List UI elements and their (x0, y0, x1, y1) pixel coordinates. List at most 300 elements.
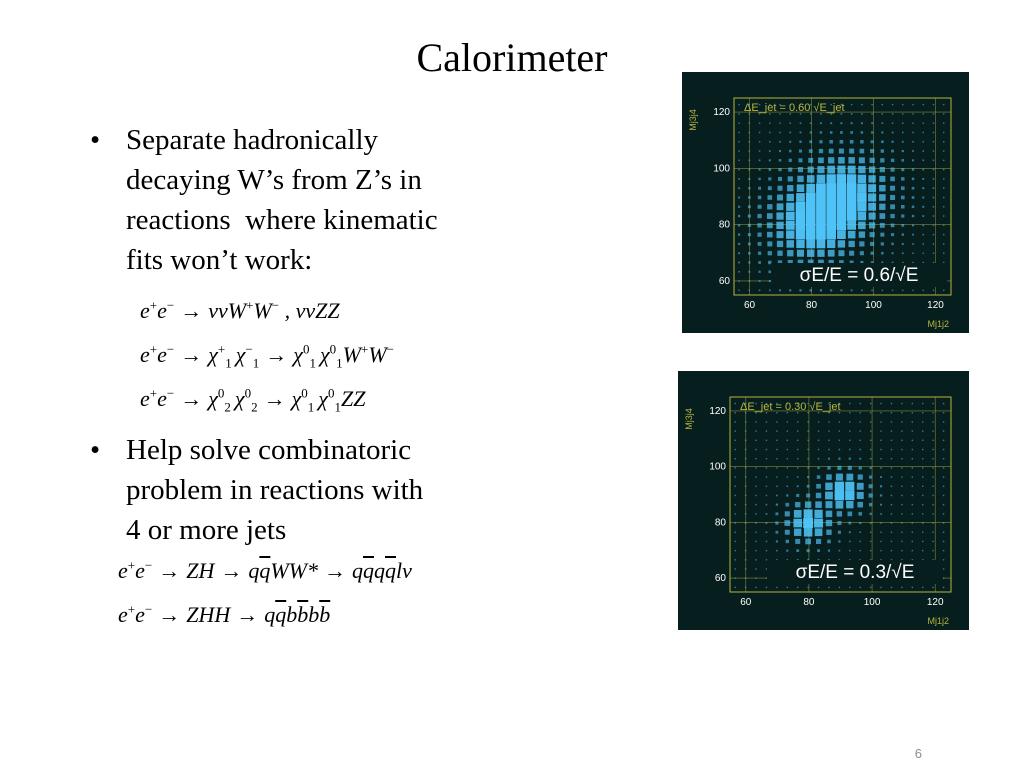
heatmap-cell (922, 412, 923, 413)
heatmap-cell (891, 168, 895, 172)
heatmap-cell (869, 166, 875, 172)
heatmap-cell (932, 476, 933, 477)
heatmap-cell (785, 503, 789, 507)
heatmap-cell (922, 458, 923, 459)
heatmap-cell (851, 289, 853, 291)
heatmap-cell (745, 559, 746, 560)
heatmap-cell (860, 421, 861, 422)
heatmap-cell (861, 104, 862, 105)
heatmap-cell (932, 513, 933, 514)
heatmap-cell (827, 466, 830, 469)
heatmap-cell (787, 587, 788, 588)
heatmap-cell (766, 449, 767, 450)
heatmap-cell (912, 421, 913, 422)
heatmap-cell (735, 495, 736, 496)
heatmap-cell (787, 430, 788, 431)
heatmap-cell (779, 132, 781, 134)
heatmap-cell (738, 290, 739, 291)
heatmap-cell (881, 252, 884, 255)
heatmap-cell (755, 568, 756, 569)
heatmap-cell (776, 540, 778, 542)
heatmap-cell (797, 440, 798, 441)
heatmap-cell (880, 513, 882, 515)
heatmap-cell (932, 458, 933, 459)
heatmap-cell (767, 241, 772, 246)
heatmap-cell (923, 122, 924, 123)
heatmap-cell (807, 467, 809, 469)
heatmap-cell (735, 513, 736, 514)
heatmap-cell (828, 449, 829, 450)
heatmap-cell (839, 421, 840, 422)
heatmap-cell (890, 177, 895, 182)
heatmap-cell (806, 493, 810, 497)
heatmap-cell (830, 122, 832, 124)
heatmap-cell (748, 178, 750, 180)
heatmap-cell (902, 243, 904, 245)
heatmap-cell (735, 440, 736, 441)
heatmap-cell (943, 104, 944, 105)
heatmap-cell (755, 532, 756, 533)
heatmap-cell (868, 203, 876, 211)
heatmap-cell (922, 486, 923, 487)
heatmap-cell (912, 522, 913, 523)
x-tick-label: 100 (863, 597, 881, 608)
heatmap-cell (839, 430, 840, 431)
heatmap-cell (901, 224, 904, 227)
heatmap-cell (818, 449, 819, 450)
heatmap-cell (943, 541, 944, 542)
bullet-1-line-1: Separate hadronically (126, 124, 379, 156)
heatmap-cell (817, 240, 826, 249)
heatmap-cell (870, 252, 873, 255)
heatmap-cell (829, 140, 833, 144)
heatmap-cell (858, 166, 865, 173)
heatmap-cell (776, 449, 777, 450)
x-tick-label: 120 (927, 300, 944, 311)
heatmap-cell (943, 578, 944, 579)
heatmap-cell (817, 467, 819, 469)
heatmap-cell (798, 158, 802, 162)
heatmap-cell (912, 113, 913, 114)
heatmap-cell (769, 132, 770, 133)
heatmap-cell (880, 587, 881, 588)
heatmap-cell (735, 430, 736, 431)
heatmap-cell (735, 559, 736, 560)
heatmap-cell (738, 150, 739, 151)
heatmap-cell (749, 122, 750, 123)
heatmap-cell (836, 501, 844, 509)
heatmap-cell (755, 578, 756, 579)
heatmap-cell (769, 168, 772, 171)
heatmap-cell (748, 261, 750, 263)
heatmap-cell (943, 160, 944, 161)
heatmap-cell (891, 243, 893, 245)
heatmap-cell (755, 421, 756, 422)
heatmap-cell (745, 541, 746, 542)
heatmap-cell (847, 183, 857, 193)
heatmap-cell (932, 522, 933, 523)
heatmap-cell (779, 289, 781, 291)
heatmap-cell (789, 141, 791, 143)
heatmap-cell (902, 104, 903, 105)
heatmap-cell (870, 587, 871, 588)
heatmap-cell (766, 486, 767, 487)
heatmap-cell (819, 140, 822, 143)
heatmap-cell (794, 529, 801, 536)
heatmap-cell (759, 290, 761, 292)
heatmap-cell (755, 495, 756, 496)
heatmap-cell (922, 449, 923, 450)
heatmap-cell (922, 206, 924, 208)
y-tick-label: 100 (713, 163, 730, 175)
bullet-2-line-1: Help solve combinatoric (126, 434, 412, 466)
heatmap-cell (800, 122, 802, 124)
heatmap-cell (826, 530, 831, 535)
heatmap-cell (923, 104, 924, 105)
heatmap-cell (943, 421, 944, 422)
heatmap-cell (912, 504, 913, 505)
heatmap-cell (839, 587, 840, 588)
heatmap-cell (759, 159, 761, 161)
heatmap-cell (922, 522, 923, 523)
heatmap-cell (738, 132, 739, 133)
x-axis-label: Mj1j2 (927, 616, 949, 626)
heatmap-cell (797, 430, 798, 431)
heatmap-cell (879, 213, 885, 219)
heatmap-cell (902, 290, 903, 291)
heatmap-cell (828, 587, 829, 588)
heatmap-cell (933, 225, 934, 226)
heatmap-cell (745, 568, 746, 569)
heatmap-cell (891, 486, 893, 488)
heatmap-cell (923, 243, 924, 244)
heatmap-cell (847, 512, 852, 517)
heatmap-cell (810, 289, 812, 291)
heatmap-cell (745, 421, 746, 422)
heatmap-cell (848, 522, 851, 525)
heatmap-cell (837, 466, 841, 470)
heatmap-cell (869, 475, 872, 478)
heatmap-cell (749, 132, 750, 133)
heatmap-cell (943, 559, 944, 560)
heatmap-cell (787, 240, 795, 248)
heatmap-cell (797, 458, 798, 459)
heatmap-cell (881, 242, 884, 245)
bullet-1-line-3: reactions where kinematic (126, 204, 438, 236)
heatmap-cell (857, 184, 866, 193)
heatmap-cell (860, 140, 863, 143)
heatmap-cell (857, 502, 863, 508)
heatmap-cell (788, 168, 792, 172)
heatmap-cell (776, 458, 777, 459)
heatmap-cell (845, 491, 854, 500)
heatmap-cell (849, 531, 851, 533)
heatmap-cell (837, 174, 847, 184)
heatmap-cell (901, 412, 902, 413)
heatmap-cell (845, 482, 854, 491)
heatmap-cell (817, 549, 820, 552)
heatmap-cell (768, 251, 772, 255)
heatmap-cell (922, 215, 924, 217)
heatmap-cell (837, 166, 845, 174)
heatmap-cell (860, 449, 861, 450)
heatmap-cell (820, 131, 822, 133)
heatmap-cell (922, 495, 923, 496)
heatmap-cell (849, 412, 850, 413)
heatmap-cell (901, 186, 905, 190)
heatmap-cell (869, 513, 871, 515)
heatmap-cell (748, 252, 750, 254)
heatmap-cell (933, 178, 935, 180)
heatmap-cell (870, 522, 872, 524)
heatmap-cell (738, 141, 739, 142)
heatmap-cell (757, 214, 761, 218)
heatmap-cell (767, 195, 772, 200)
heatmap-cell (880, 412, 881, 413)
heatmap-cell (912, 440, 913, 441)
heatmap-cell (748, 233, 751, 236)
heatmap-cell (891, 430, 892, 431)
heatmap-cell (860, 149, 865, 154)
heatmap-cell (749, 160, 751, 162)
heatmap-cell (891, 403, 892, 404)
heatmap-cell (859, 458, 861, 460)
heatmap-cell (806, 202, 816, 212)
heatmap-cell (807, 587, 808, 588)
heatmap-cell (922, 421, 923, 422)
heatmap-cell (849, 251, 854, 256)
heatmap-cell (912, 458, 913, 459)
heatmap-cell (826, 211, 836, 221)
heatmap-cell (738, 262, 740, 264)
heatmap-cell (826, 183, 836, 193)
heatmap-cell (912, 513, 913, 514)
heatmap-cell (943, 253, 944, 254)
heatmap-cell (825, 501, 832, 508)
heatmap-cell (922, 430, 923, 431)
heatmap-cell (870, 449, 871, 450)
heatmap-cell (840, 140, 844, 144)
heatmap-cell (796, 240, 804, 248)
heatmap-cell (932, 449, 933, 450)
heatmap-cell (789, 150, 791, 152)
heatmap-cell (748, 196, 751, 199)
heatmap-cell (805, 539, 811, 545)
heatmap-cell (922, 467, 923, 468)
heatmap-cell (797, 184, 805, 192)
heatmap-cell (922, 234, 924, 236)
heatmap-cell (891, 467, 892, 468)
heatmap-cell (922, 169, 924, 171)
heatmap-cell (912, 215, 914, 217)
heatmap-cell (943, 412, 944, 413)
heatmap-cell (881, 131, 883, 133)
heatmap-cell (880, 223, 885, 228)
heatmap-cell (759, 122, 760, 123)
heatmap-cell (880, 430, 881, 431)
heatmap-cell (807, 175, 815, 183)
heatmap-cell (804, 528, 813, 537)
heatmap-cell (912, 587, 913, 588)
slide-title: Calorimeter (416, 35, 608, 80)
heatmap-cell (943, 532, 944, 533)
heatmap-cell (745, 550, 746, 551)
heatmap-cell (859, 531, 861, 533)
plot-title: ΔE_jet = 0.60 √E_jet (744, 102, 845, 114)
heatmap-cell (787, 185, 793, 191)
heatmap-cell (849, 458, 851, 460)
heatmap-cell (869, 503, 872, 506)
heatmap-cell (902, 141, 904, 143)
heatmap-cell (943, 225, 944, 226)
heatmap-cell (806, 220, 816, 230)
heatmap-cell (943, 550, 944, 551)
heatmap-cell (814, 519, 823, 528)
heatmap-cell (838, 540, 840, 542)
heatmap-cell (932, 495, 933, 496)
equation-3: $e^+e^- \to \chi^0_2$ $\chi^0_2 \to \chi^0_1$ $\chi^0_1ZZ$ (140, 385, 366, 415)
heatmap-cell (735, 458, 736, 459)
heatmap-cell (837, 511, 842, 516)
heatmap-cell (932, 532, 933, 533)
heatmap-cell (860, 440, 861, 441)
heatmap-cell (932, 541, 933, 542)
heatmap-cell (735, 476, 736, 477)
heatmap-cell (786, 221, 795, 230)
heatmap-cell (769, 150, 771, 152)
heatmap-cell (758, 242, 762, 246)
heatmap-cell (807, 440, 808, 441)
heatmap-cell (766, 430, 767, 431)
heatmap-cell (787, 440, 788, 441)
heatmap-cell (766, 587, 767, 588)
bullet-2-symbol: • (90, 434, 101, 466)
heatmap-cell (755, 486, 756, 487)
heatmap-cell (796, 220, 806, 230)
x-tick-label: 60 (743, 300, 756, 311)
heatmap-cell (777, 231, 784, 238)
heatmap-cell (882, 122, 884, 124)
heatmap-cell (870, 541, 871, 542)
heatmap-cell (800, 132, 802, 134)
heatmap-cell (922, 160, 924, 162)
heatmap-cell (891, 495, 893, 497)
heatmap-cell (745, 449, 746, 450)
heatmap-cell (870, 412, 871, 413)
heatmap-cell (804, 509, 813, 518)
heatmap-cell (891, 449, 892, 450)
heatmap-cell (810, 131, 812, 133)
heatmap-cell (891, 421, 892, 422)
heatmap-cell (891, 150, 894, 153)
heatmap-cell (912, 532, 913, 533)
heatmap-cell (816, 220, 826, 230)
heatmap-cell (755, 449, 756, 450)
heatmap-cell (839, 550, 841, 552)
heatmap-cell (912, 196, 915, 199)
heatmap-cell (840, 289, 842, 291)
heatmap-cell (880, 494, 882, 496)
heatmap-cell (738, 104, 739, 105)
heatmap-cell (840, 122, 842, 124)
heatmap-cell (870, 458, 872, 460)
heatmap-cell (766, 522, 768, 524)
heatmap-cell (790, 122, 791, 123)
heatmap-cell (819, 149, 823, 153)
heatmap-cell (923, 262, 924, 263)
heatmap-cell (923, 290, 924, 291)
heatmap-cell (839, 449, 841, 451)
heatmap-cell (871, 113, 873, 115)
heatmap-cell (749, 169, 751, 171)
heatmap-cell (777, 241, 783, 247)
heatmap-cell (758, 252, 761, 255)
heatmap-cell (745, 486, 746, 487)
heatmap-cell (943, 243, 944, 244)
heatmap-cell (788, 176, 793, 181)
heatmap-cell (837, 183, 847, 193)
heatmap-cell (745, 495, 746, 496)
heatmap-cell (933, 160, 934, 161)
heatmap-cell (943, 458, 944, 459)
heatmap-cell (749, 290, 750, 291)
heatmap-cell (943, 449, 944, 450)
bullet-2-line-3: 4 or more jets (126, 514, 287, 546)
heatmap-cell (787, 458, 788, 459)
heatmap-cell (805, 501, 811, 507)
heatmap-cell (777, 251, 782, 256)
heatmap-cell (847, 193, 857, 203)
heatmap-cell (943, 522, 944, 523)
heatmap-cell (943, 206, 944, 207)
heatmap-cell (793, 519, 802, 528)
heatmap-cell (871, 104, 872, 105)
heatmap-cell (857, 202, 866, 211)
heatmap-cell (880, 467, 882, 469)
y-tick-label: 80 (714, 517, 726, 529)
heatmap-cell (796, 193, 805, 202)
heatmap-cell (848, 231, 856, 239)
heatmap-cell (901, 403, 902, 404)
heatmap-cell (735, 568, 736, 569)
heatmap-cell (806, 193, 816, 203)
heatmap-cell (923, 252, 924, 253)
heatmap-cell (838, 250, 844, 256)
x-tick-label: 80 (805, 300, 818, 311)
heatmap-cell (879, 194, 886, 201)
heatmap-cell (766, 458, 767, 459)
mass-plot-2 (678, 371, 969, 630)
heatmap-cell (786, 494, 788, 496)
heatmap-cell (890, 195, 895, 200)
heatmap-cell (748, 271, 750, 273)
heatmap-cell (786, 212, 795, 221)
heatmap-cell (922, 587, 923, 588)
heatmap-cell (880, 449, 881, 450)
heatmap-cell (933, 243, 934, 244)
heatmap-cell (881, 149, 884, 152)
heatmap-cell (787, 250, 793, 256)
heatmap-cell (880, 504, 882, 506)
heatmap-cell (769, 159, 771, 161)
heatmap-cell (769, 122, 770, 123)
heatmap-cell (779, 150, 781, 152)
heatmap-cell (779, 141, 781, 143)
heatmap-cell (923, 132, 924, 133)
heatmap-cell (901, 177, 904, 180)
heatmap-cell (786, 540, 789, 543)
heatmap-cell (943, 169, 944, 170)
